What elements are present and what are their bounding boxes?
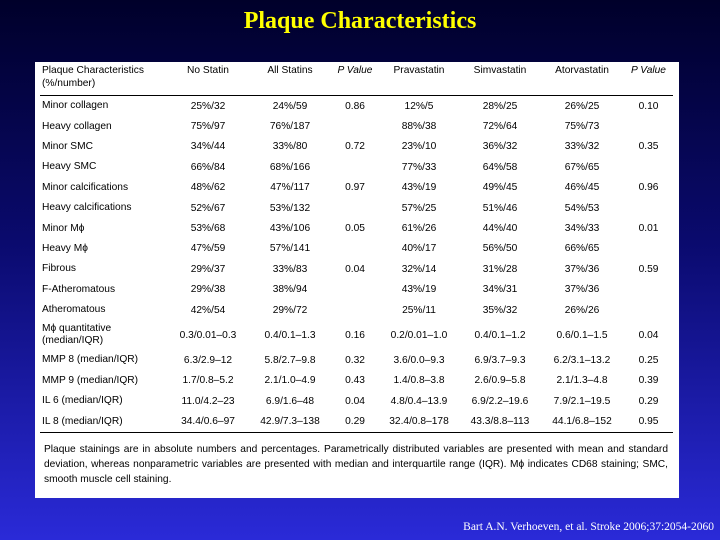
cell-p-value-2 bbox=[624, 198, 673, 218]
table-row bbox=[40, 350, 673, 370]
header-simvastatin: Simvastatin bbox=[473, 65, 527, 76]
cell-simvastatin: 31%/28 bbox=[482, 263, 518, 275]
cell-p-value-1 bbox=[332, 239, 378, 259]
row-label bbox=[40, 137, 168, 157]
table-row bbox=[40, 178, 673, 198]
cell-pravastatin: 88%/38 bbox=[401, 121, 437, 133]
cell-all-statins: 2.1/1.0–4.9 bbox=[264, 375, 316, 387]
table-row bbox=[40, 218, 673, 238]
cell-no-statin: 75%/97 bbox=[190, 121, 226, 133]
cell-atorvastatin: 67%/65 bbox=[564, 161, 600, 173]
cell-p-value-2: 0.10 bbox=[638, 100, 659, 112]
cell-simvastatin: 36%/32 bbox=[482, 141, 518, 153]
cell-p-value-1: 0.97 bbox=[345, 182, 365, 194]
row-label bbox=[40, 259, 168, 279]
cell-pravastatin: 0.2/0.01–1.0 bbox=[390, 329, 448, 341]
header-p-value-2 bbox=[624, 65, 673, 96]
cell-no-statin: 25%/32 bbox=[190, 100, 226, 112]
cell-p-value-1: 0.32 bbox=[345, 354, 365, 366]
cell-simvastatin: 56%/50 bbox=[482, 243, 518, 255]
cell-simvastatin: 2.6/0.9–5.8 bbox=[474, 375, 526, 387]
table-row bbox=[40, 300, 673, 320]
cell-p-value-1: 0.05 bbox=[345, 223, 365, 235]
cell-atorvastatin: 34%/33 bbox=[564, 223, 600, 235]
table-row bbox=[40, 411, 673, 432]
cell-all-statins: 42.9/7.3–138 bbox=[260, 416, 320, 428]
cell-p-value-2 bbox=[624, 116, 673, 136]
cell-atorvastatin: 66%/65 bbox=[564, 243, 600, 255]
cell-pravastatin: 40%/17 bbox=[401, 243, 437, 255]
table-footnote: Plaque stainings are in absolute numbers and percentages. Parametrically distributed variables are presented with mean and standard deviation, whereas nonparametric variables are presented with median and interquartile range (IQR). Mϕ indicates CD68 staining; SMC, smooth muscle cell staining. bbox=[44, 444, 668, 485]
cell-atorvastatin: 37%/36 bbox=[564, 284, 600, 296]
cell-simvastatin: 0.4/0.1–1.2 bbox=[474, 329, 526, 341]
row-label bbox=[40, 178, 168, 198]
cell-p-value-2: 0.95 bbox=[638, 416, 659, 428]
table-row bbox=[40, 371, 673, 391]
cell-atorvastatin: 26%/25 bbox=[564, 100, 600, 112]
header-line-2: (%/number) bbox=[42, 77, 96, 89]
cell-pravastatin: 1.4/0.8–3.8 bbox=[393, 375, 445, 387]
cell-p-value-2: 0.59 bbox=[638, 263, 659, 275]
cell-pravastatin: 57%/25 bbox=[401, 202, 437, 214]
cell-pravastatin: 23%/10 bbox=[401, 141, 437, 153]
row-label-text: Atheromatous bbox=[42, 304, 106, 316]
cell-p-value-1 bbox=[332, 198, 378, 218]
cell-all-statins: 68%/166 bbox=[269, 161, 311, 173]
cell-all-statins: 38%/94 bbox=[272, 284, 308, 296]
table-body bbox=[40, 96, 673, 433]
cell-pravastatin: 32%/14 bbox=[401, 263, 437, 275]
table-row bbox=[40, 239, 673, 259]
header-plaque-characteristics bbox=[40, 65, 168, 96]
table-row bbox=[40, 96, 673, 117]
cell-simvastatin: 72%/64 bbox=[482, 121, 518, 133]
cell-simvastatin: 34%/31 bbox=[482, 284, 518, 296]
cell-no-statin: 48%/62 bbox=[190, 182, 226, 194]
cell-all-statins: 47%/117 bbox=[270, 182, 310, 194]
cell-no-statin: 29%/38 bbox=[190, 284, 226, 296]
cell-no-statin: 66%/84 bbox=[190, 161, 226, 173]
table-row bbox=[40, 198, 673, 218]
row-label bbox=[40, 280, 168, 300]
row-label bbox=[40, 157, 168, 177]
plaque-characteristics-table bbox=[40, 65, 673, 433]
cell-atorvastatin: 0.6/0.1–1.5 bbox=[556, 329, 608, 341]
cell-p-value-1 bbox=[332, 280, 378, 300]
table-header-row bbox=[40, 65, 673, 96]
cell-no-statin: 42%/54 bbox=[190, 304, 226, 316]
cell-p-value-1: 0.16 bbox=[345, 329, 365, 341]
row-label-text: Minor calcifications bbox=[42, 181, 129, 193]
cell-all-statins: 29%/72 bbox=[272, 304, 308, 316]
cell-pravastatin: 12%/5 bbox=[404, 100, 434, 112]
cell-p-value-2 bbox=[624, 239, 673, 259]
cell-p-value-2 bbox=[624, 280, 673, 300]
row-label-text: Minor Mϕ bbox=[42, 222, 85, 234]
header-all-statins: All Statins bbox=[267, 65, 313, 76]
row-label bbox=[40, 320, 168, 350]
header-no-statin: No Statin bbox=[187, 65, 229, 76]
cell-all-statins: 53%/132 bbox=[269, 202, 311, 214]
row-label-text: Mϕ quantitative bbox=[42, 323, 112, 335]
cell-pravastatin: 4.8/0.4–13.9 bbox=[390, 395, 448, 407]
cell-pravastatin: 25%/11 bbox=[402, 304, 436, 316]
cell-no-statin: 0.3/0.01–0.3 bbox=[179, 329, 237, 341]
row-label-text: F-Atheromatous bbox=[42, 283, 116, 295]
slide-title: Plaque Characteristics bbox=[243, 8, 477, 34]
cell-all-statins: 43%/106 bbox=[269, 223, 311, 235]
cell-atorvastatin: 37%/36 bbox=[564, 263, 600, 275]
cell-p-value-2 bbox=[624, 157, 673, 177]
row-label-text: IL 6 (median/IQR) bbox=[42, 395, 123, 407]
cell-atorvastatin: 7.9/2.1–19.5 bbox=[553, 395, 611, 407]
row-label-text: Minor collagen bbox=[42, 100, 109, 112]
cell-p-value-1: 0.04 bbox=[345, 395, 365, 407]
cell-all-statins: 6.9/1.6–48 bbox=[265, 395, 315, 407]
cell-simvastatin: 6.9/2.2–19.6 bbox=[471, 395, 529, 407]
header-p-value-1 bbox=[332, 65, 378, 96]
table-row bbox=[40, 320, 673, 350]
cell-pravastatin: 43%/19 bbox=[401, 284, 437, 296]
cell-atorvastatin: 54%/53 bbox=[564, 202, 600, 214]
cell-simvastatin: 44%/40 bbox=[482, 223, 518, 235]
cell-pravastatin: 32.4/0.8–178 bbox=[389, 416, 449, 428]
cell-p-value-2: 0.25 bbox=[638, 354, 659, 366]
row-label-text: MMP 8 (median/IQR) bbox=[42, 354, 139, 366]
cell-simvastatin: 51%/46 bbox=[482, 202, 518, 214]
cell-all-statins: 5.8/2.7–9.8 bbox=[264, 354, 316, 366]
cell-p-value-2: 0.96 bbox=[638, 182, 659, 194]
cell-p-value-1: 0.86 bbox=[345, 100, 365, 112]
cell-no-statin: 1.7/0.8–5.2 bbox=[182, 375, 234, 387]
cell-p-value-1 bbox=[332, 116, 378, 136]
table-row bbox=[40, 157, 673, 177]
citation: Bart A.N. Verhoeven, et al. Stroke 2006;37:2054-2060 bbox=[463, 521, 714, 533]
cell-all-statins: 0.4/0.1–1.3 bbox=[264, 329, 316, 341]
cell-simvastatin: 49%/45 bbox=[482, 182, 518, 194]
table-row bbox=[40, 280, 673, 300]
table-card bbox=[35, 62, 679, 498]
cell-atorvastatin: 75%/73 bbox=[564, 121, 600, 133]
cell-pravastatin: 3.6/0.0–9.3 bbox=[393, 354, 445, 366]
cell-atorvastatin: 26%/26 bbox=[564, 304, 600, 316]
table-row bbox=[40, 137, 673, 157]
cell-no-statin: 53%/68 bbox=[190, 223, 226, 235]
cell-pravastatin: 77%/33 bbox=[401, 161, 437, 173]
row-label-text: Heavy Mϕ bbox=[42, 242, 88, 254]
row-label-text: MMP 9 (median/IQR) bbox=[42, 374, 139, 386]
header-pravastatin: Pravastatin bbox=[393, 65, 445, 76]
cell-all-statins: 33%/80 bbox=[272, 141, 308, 153]
cell-all-statins: 57%/141 bbox=[269, 243, 311, 255]
header-atorvastatin: Atorvastatin bbox=[555, 65, 609, 76]
cell-simvastatin: 35%/32 bbox=[482, 304, 518, 316]
row-label bbox=[40, 391, 168, 411]
cell-simvastatin: 43.3/8.8–113 bbox=[470, 416, 530, 428]
cell-all-statins: 76%/187 bbox=[269, 121, 311, 133]
row-label-text: Fibrous bbox=[42, 263, 76, 275]
cell-no-statin: 34%/44 bbox=[190, 141, 226, 153]
cell-atorvastatin: 2.1/1.3–4.8 bbox=[556, 375, 608, 387]
cell-atorvastatin: 44.1/6.8–152 bbox=[552, 416, 612, 428]
cell-p-value-2: 0.01 bbox=[638, 223, 659, 235]
cell-all-statins: 33%/83 bbox=[272, 263, 308, 275]
row-label-text: Heavy calcifications bbox=[42, 202, 132, 214]
row-label-text: IL 8 (median/IQR) bbox=[42, 415, 123, 427]
cell-p-value-1: 0.72 bbox=[345, 141, 365, 153]
table-row bbox=[40, 259, 673, 279]
cell-p-value-1: 0.29 bbox=[345, 416, 365, 428]
cell-p-value-1: 0.04 bbox=[345, 263, 365, 275]
cell-no-statin: 29%/37 bbox=[190, 263, 226, 275]
table-row bbox=[40, 391, 673, 411]
cell-simvastatin: 6.9/3.7–9.3 bbox=[474, 354, 526, 366]
table-row bbox=[40, 116, 673, 136]
cell-p-value-2: 0.29 bbox=[638, 395, 659, 407]
row-label bbox=[40, 218, 168, 238]
cell-p-value-2 bbox=[624, 300, 673, 320]
cell-p-value-2: 0.04 bbox=[638, 329, 659, 341]
row-label bbox=[40, 198, 168, 218]
cell-atorvastatin: 46%/45 bbox=[564, 182, 600, 194]
cell-simvastatin: 64%/58 bbox=[482, 161, 518, 173]
row-label bbox=[40, 300, 168, 320]
header-p-value-1-text: P Value bbox=[337, 65, 373, 76]
row-label-text: Heavy SMC bbox=[42, 161, 97, 173]
cell-atorvastatin: 33%/32 bbox=[564, 141, 600, 153]
cell-no-statin: 52%/67 bbox=[190, 202, 226, 214]
row-label-text: Minor SMC bbox=[42, 140, 93, 152]
row-label-text: Heavy collagen bbox=[42, 120, 112, 132]
cell-pravastatin: 61%/26 bbox=[401, 223, 437, 235]
cell-p-value-1: 0.43 bbox=[345, 375, 365, 387]
row-label bbox=[40, 371, 168, 391]
cell-no-statin: 34.4/0.6–97 bbox=[181, 416, 235, 428]
row-label bbox=[40, 411, 168, 432]
cell-no-statin: 11.0/4.2–23 bbox=[181, 395, 235, 407]
row-label bbox=[40, 239, 168, 259]
cell-no-statin: 47%/59 bbox=[190, 243, 226, 255]
row-label bbox=[40, 96, 168, 117]
cell-p-value-1 bbox=[332, 300, 378, 320]
header-line-1: Plaque Characteristics bbox=[42, 65, 144, 76]
header-p-value-2-text: P Value bbox=[631, 65, 666, 76]
cell-p-value-2: 0.35 bbox=[638, 141, 659, 153]
cell-simvastatin: 28%/25 bbox=[482, 100, 518, 112]
row-label bbox=[40, 350, 168, 370]
cell-pravastatin: 43%/19 bbox=[401, 182, 437, 194]
cell-p-value-2: 0.39 bbox=[638, 375, 659, 387]
row-label bbox=[40, 116, 168, 136]
cell-all-statins: 24%/59 bbox=[272, 100, 308, 112]
row-label-text-2: (median/IQR) bbox=[42, 335, 104, 347]
cell-p-value-1 bbox=[332, 157, 378, 177]
cell-no-statin: 6.3/2.9–12 bbox=[183, 354, 233, 366]
cell-atorvastatin: 6.2/3.1–13.2 bbox=[553, 354, 611, 366]
